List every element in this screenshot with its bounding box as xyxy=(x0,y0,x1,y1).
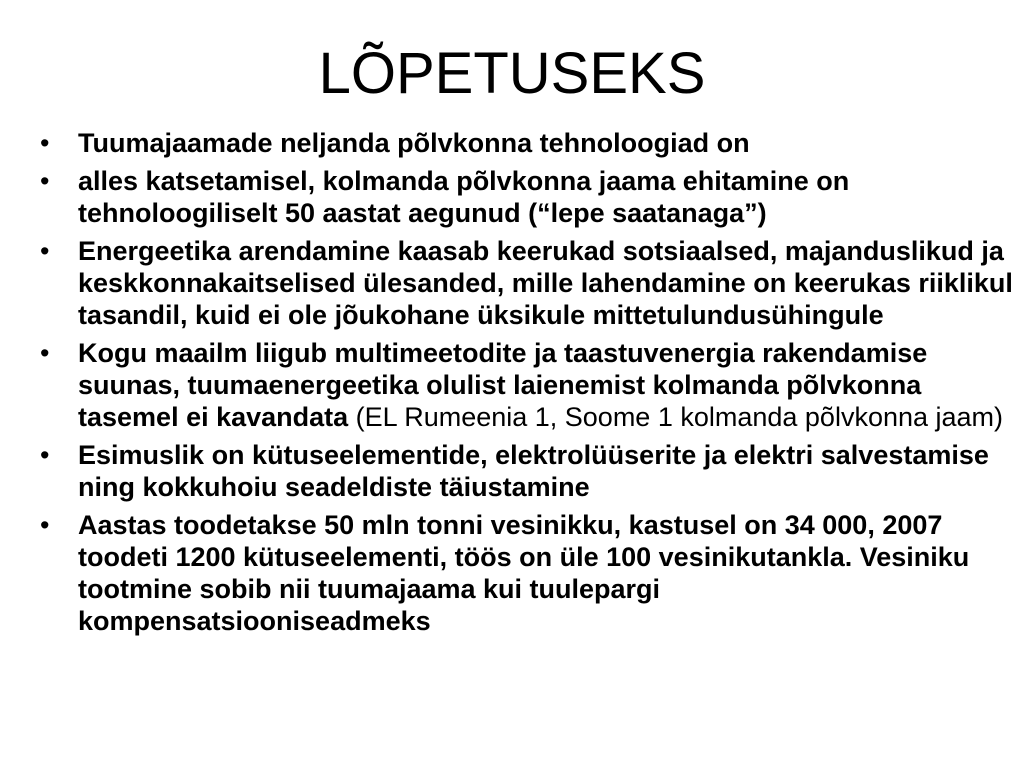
bullet-list xyxy=(40,127,1020,643)
bullet-icon: • xyxy=(40,166,50,196)
bullet-text: Aastas toodetakse 50 mln tonni vesinikku, kastusel on 34 000, 2007 toodeti 1200 kütuseelementi, töös on üle 100 vesinikutankla. Vesiniku tootmine sobib nii tuumajaama kui tuulepargi kompensatsiooniseadmeks xyxy=(78,510,970,636)
bullet-icon: • xyxy=(40,440,50,470)
bullet-text: alles katsetamisel, kolmanda põlvkonna jaama ehitamine on tehnoloogiliselt 50 aastat aegunud (“lepe saatanaga”) xyxy=(78,166,850,228)
bullet-item xyxy=(40,165,1020,229)
bullet-text: Energeetika arendamine kaasab keerukad sotsiaalsed, majanduslikud ja keskkonnakaitselised ülesanded, mille lahendamine on keerukas riiklikul tasandil, kuid ei ole jõukohane üksikule mittetulundusühingule xyxy=(78,236,1013,330)
bullet-icon: • xyxy=(40,128,50,158)
bullet-icon: • xyxy=(40,236,50,266)
bullet-item xyxy=(40,509,1020,637)
bullet-text: Tuumajaamade neljanda põlvkonna tehnoloogiad on xyxy=(78,128,750,158)
bullet-item xyxy=(40,337,1020,433)
bullet-text: Kogu maailm liigub multimeetodite ja taastuvenergia rakendamise suunas, tuumaenergeetika olulist laienemist kolmanda põlvkonna tasemel ei kavandata xyxy=(78,338,928,432)
bullet-icon: • xyxy=(40,338,50,368)
bullet-note: (EL Rumeenia 1, Soome 1 kolmanda põlvkonna jaam) xyxy=(348,402,1004,432)
bullet-text: Esimuslik on kütuseelementide, elektrolüüserite ja elektri salvestamise ning kokkuhoiu seadeldiste täiustamine xyxy=(78,440,989,502)
bullet-item xyxy=(40,127,1020,159)
slide-title: LÕPETUSEKS xyxy=(318,41,706,106)
bullet-icon: • xyxy=(40,510,50,540)
bullet-item xyxy=(40,235,1020,331)
bullet-item xyxy=(40,439,1020,503)
